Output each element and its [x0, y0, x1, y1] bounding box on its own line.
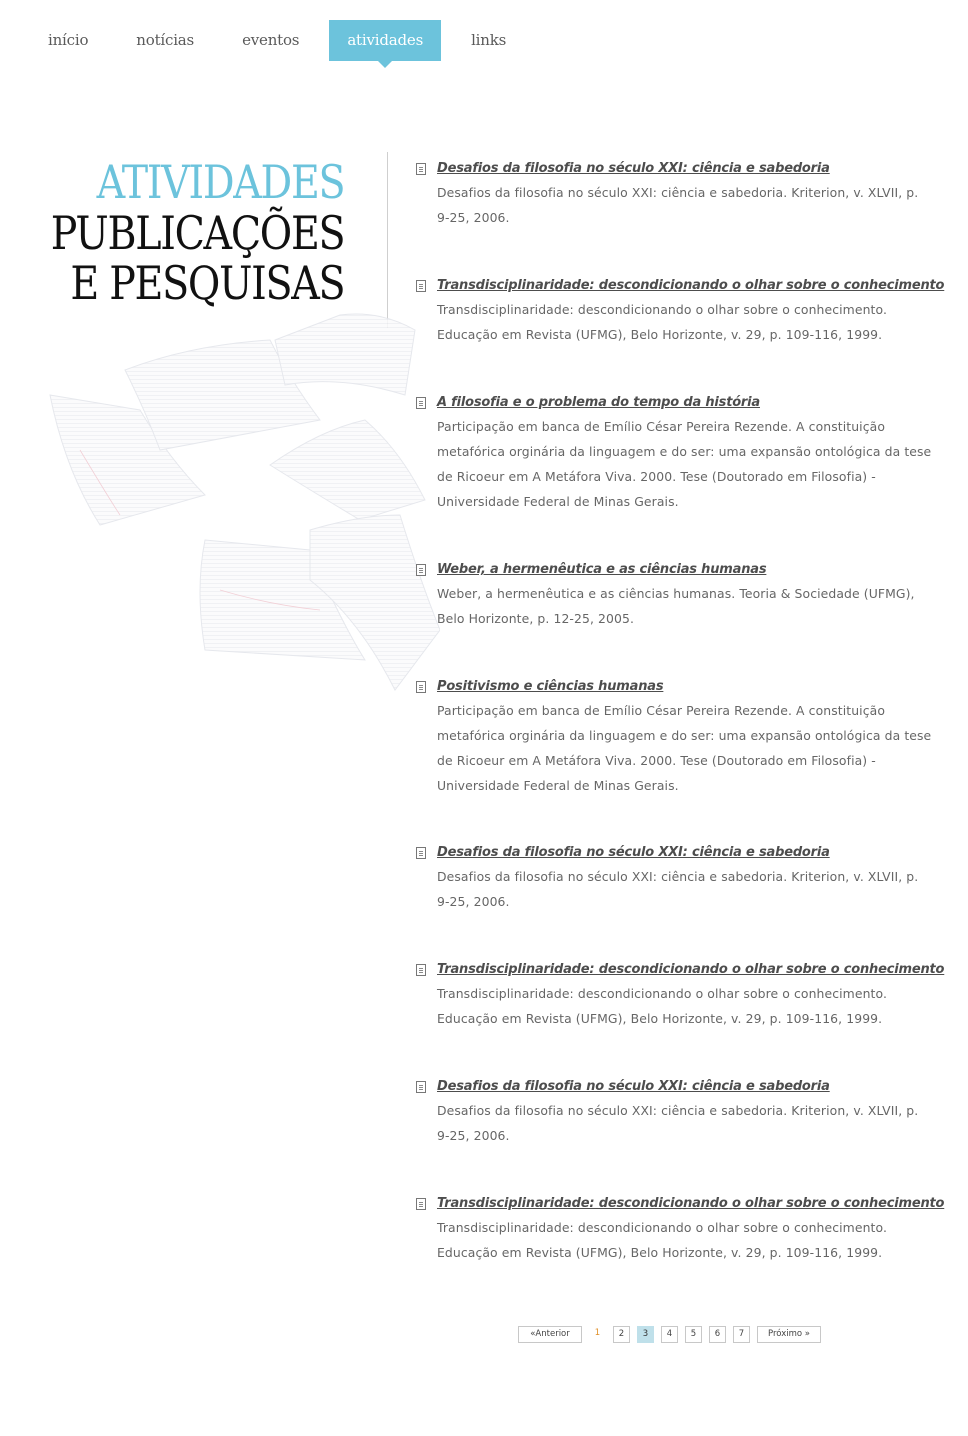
nav-item-inicio[interactable]: início [48, 31, 89, 49]
nav-item-eventos[interactable]: eventos [242, 31, 300, 49]
document-icon [416, 163, 426, 175]
publication-title-link[interactable]: Desafios da filosofia no século XXI: ciência e sabedoria [437, 1079, 830, 1094]
publication-title-link[interactable]: Transdisciplinaridade: descondicionando o olhar sobre o conhecimento [437, 962, 945, 977]
heading-section: ATIVIDADES [96, 155, 344, 209]
publication-item [414, 158, 934, 275]
document-icon [416, 964, 426, 976]
publication-title-link[interactable]: Weber, a hermenêutica e as ciências humanas [437, 562, 767, 577]
document-icon [416, 280, 426, 292]
publication-title-link[interactable]: Desafios da filosofia no século XXI: ciência e sabedoria [437, 845, 830, 860]
document-icon [416, 1081, 426, 1093]
page-link-4[interactable]: 4 [661, 1326, 678, 1343]
publication-description: Participação em banca de Emílio César Pereira Rezende. A constituição metafórica orginária da linguagem e do ser: uma expansão ontológica da tese de Ricoeur em A Metáfora Viva. 2000. Tese (Doutorado em Filosofia) - Universidade Federal de Minas Gerais. [437, 419, 932, 509]
pagination [518, 1326, 828, 1343]
document-icon [416, 397, 426, 409]
page-link-6[interactable]: 6 [709, 1326, 726, 1343]
publication-description: Transdisciplinaridade: descondicionando o olhar sobre o conhecimento. Educação em Revista (UFMG), Belo Horizonte, v. 29, p. 109-116, 1999. [437, 986, 887, 1026]
document-icon [416, 847, 426, 859]
publication-title-link[interactable]: Transdisciplinaridade: descondicionando o olhar sobre o conhecimento [437, 278, 945, 293]
publication-title-link[interactable]: A filosofia e o problema do tempo da história [437, 395, 760, 410]
publication-item [414, 275, 945, 392]
publication-item [414, 559, 934, 676]
prev-page-button[interactable]: «Anterior [518, 1326, 582, 1343]
heading-title-line1: PUBLICAÇÕES [50, 206, 344, 260]
publication-item [414, 676, 934, 842]
publication-description: Transdisciplinaridade: descondicionando o olhar sobre o conhecimento. Educação em Revista (UFMG), Belo Horizonte, v. 29, p. 109-116, 1999. [437, 1220, 887, 1260]
nav-item-atividades[interactable]: atividades [329, 20, 441, 61]
page-link-3-current[interactable]: 3 [637, 1326, 654, 1343]
flying-papers-illustration [20, 300, 440, 720]
page-link-5[interactable]: 5 [685, 1326, 702, 1343]
publication-description: Desafios da filosofia no século XXI: ciência e sabedoria. Kriterion, v. XLVII, p. 9-25, 2006. [437, 185, 919, 225]
document-icon [416, 564, 426, 576]
publication-title-link[interactable]: Desafios da filosofia no século XXI: ciência e sabedoria [437, 161, 830, 176]
main-nav [30, 20, 536, 61]
publication-list [414, 158, 945, 1310]
nav-item-noticias[interactable]: notícias [136, 31, 195, 49]
publication-description: Participação em banca de Emílio César Pereira Rezende. A constituição metafórica orginária da linguagem e do ser: uma expansão ontológica da tese de Ricoeur em A Metáfora Viva. 2000. Tese (Doutorado em Filosofia) - Universidade Federal de Minas Gerais. [437, 703, 932, 793]
publication-title-link[interactable]: Positivismo e ciências humanas [437, 679, 664, 694]
page-link-7[interactable]: 7 [733, 1326, 750, 1343]
heading-title-line2: E PESQUISAS [69, 256, 345, 310]
next-page-button[interactable]: Próximo » [757, 1326, 821, 1343]
page-heading [3, 156, 344, 308]
publication-title-link[interactable]: Transdisciplinaridade: descondicionando o olhar sobre o conhecimento [437, 1196, 945, 1211]
publication-description: Desafios da filosofia no século XXI: ciência e sabedoria. Kriterion, v. XLVII, p. 9-25, 2006. [437, 869, 919, 909]
publication-description: Weber, a hermenêutica e as ciências humanas. Teoria & Sociedade (UFMG), Belo Horizonte, p. 12-25, 2005. [437, 586, 915, 626]
document-icon [416, 1198, 426, 1210]
publication-description: Transdisciplinaridade: descondicionando o olhar sobre o conhecimento. Educação em Revista (UFMG), Belo Horizonte, v. 29, p. 109-116, 1999. [437, 302, 887, 342]
document-icon [416, 681, 426, 693]
page-link-2[interactable]: 2 [613, 1326, 630, 1343]
page-link-1[interactable]: 1 [589, 1326, 606, 1343]
publication-item [414, 959, 945, 1076]
publication-item [414, 842, 934, 959]
nav-item-links[interactable]: links [471, 31, 507, 49]
publication-item [414, 392, 934, 559]
publication-item [414, 1076, 934, 1193]
publication-description: Desafios da filosofia no século XXI: ciência e sabedoria. Kriterion, v. XLVII, p. 9-25, 2006. [437, 1103, 919, 1143]
publication-item [414, 1193, 945, 1310]
